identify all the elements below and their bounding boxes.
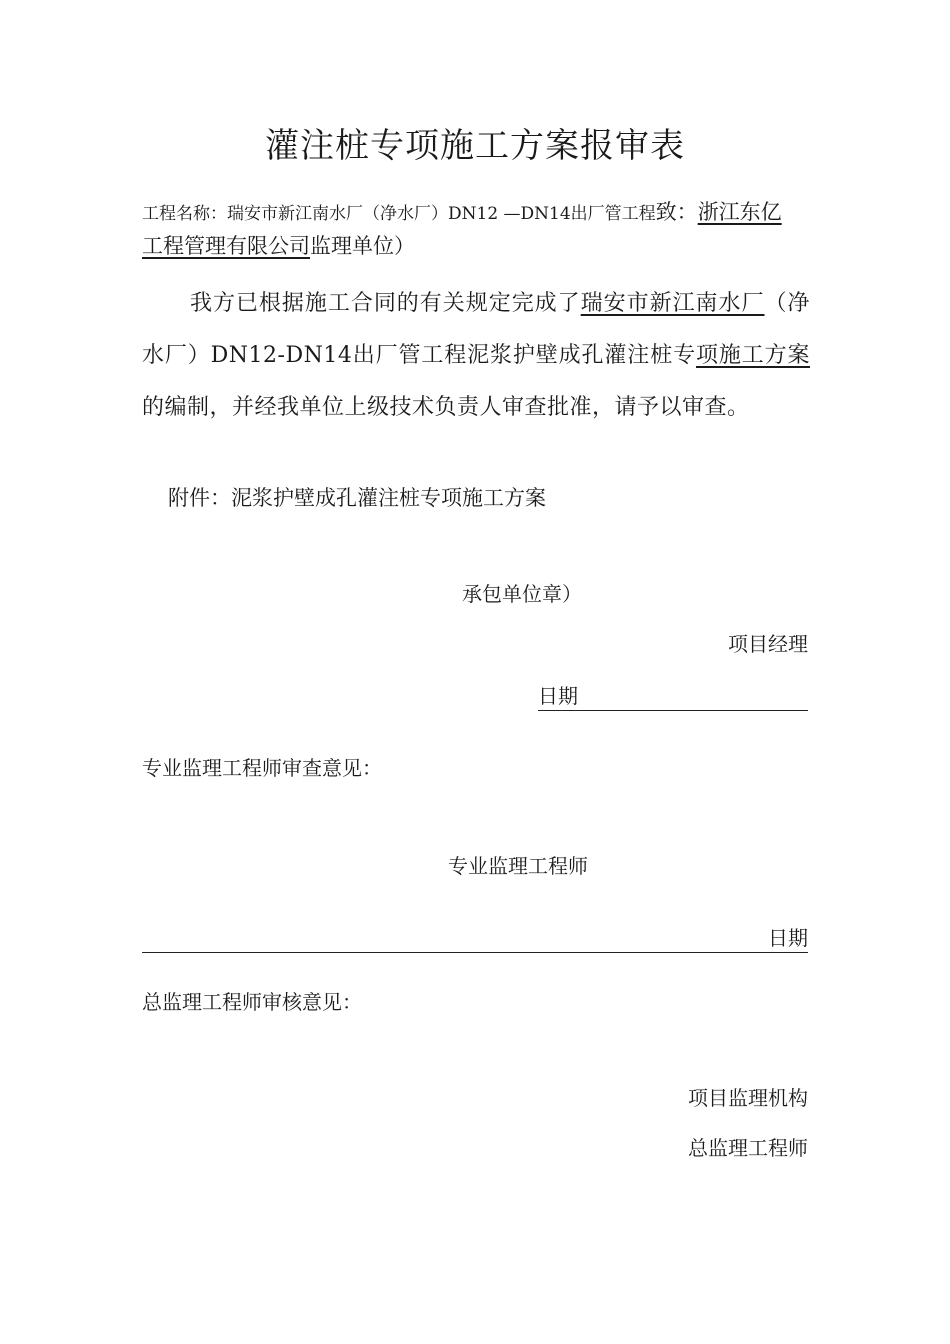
supervisor-suffix: 监理单位） (310, 234, 415, 258)
body-paragraph (142, 278, 810, 434)
supervision-org-label: 项目监理机构 (688, 1086, 808, 1110)
supervisor-name-part1: 浙江东亿 (697, 200, 782, 224)
document-title: 灌注桩专项施工方案报审表 (265, 126, 685, 166)
body-text-1: 我方已根据施工合同的有关规定完成了 (190, 291, 581, 316)
date-label-specialist: 日期 (768, 926, 808, 950)
specialist-engineer-label: 专业监理工程师 (448, 854, 588, 878)
project-name-line (142, 196, 782, 226)
attachment-line: 附件：泥浆护壁成孔灌注桩专项施工方案 (168, 486, 546, 510)
date-label-contractor: 日期 (538, 684, 578, 708)
project-manager-label: 项目经理 (728, 632, 808, 656)
supervisor-name-part2: 工程管理有限公司 (142, 234, 310, 258)
specialist-opinion-label: 专业监理工程师审查意见： (142, 756, 382, 780)
supervisor-line (142, 230, 415, 260)
body-plan-name: 项施工方案 (695, 343, 810, 368)
contractor-stamp: 承包单位章） (462, 582, 582, 606)
signature-rule-specialist (142, 952, 808, 953)
body-text-3: 的编制，并经我单位上级技术负责人审查批准，请予以审查。 (142, 395, 750, 420)
body-project-name: 瑞安市新江南水厂 (580, 291, 765, 316)
project-name-label: 工程名称：瑞安市新江南水厂（净水厂）DN12 —DN14出厂管工程 (142, 204, 656, 224)
chief-opinion-label: 总监理工程师审核意见： (142, 990, 362, 1014)
signature-rule-contractor (538, 710, 808, 711)
body-text-2: （净水厂）DN12-DN14出厂管工程泥浆护壁成孔灌注桩专 (142, 291, 810, 368)
chief-engineer-label: 总监理工程师 (688, 1136, 808, 1160)
to-label: 致： (655, 200, 698, 224)
